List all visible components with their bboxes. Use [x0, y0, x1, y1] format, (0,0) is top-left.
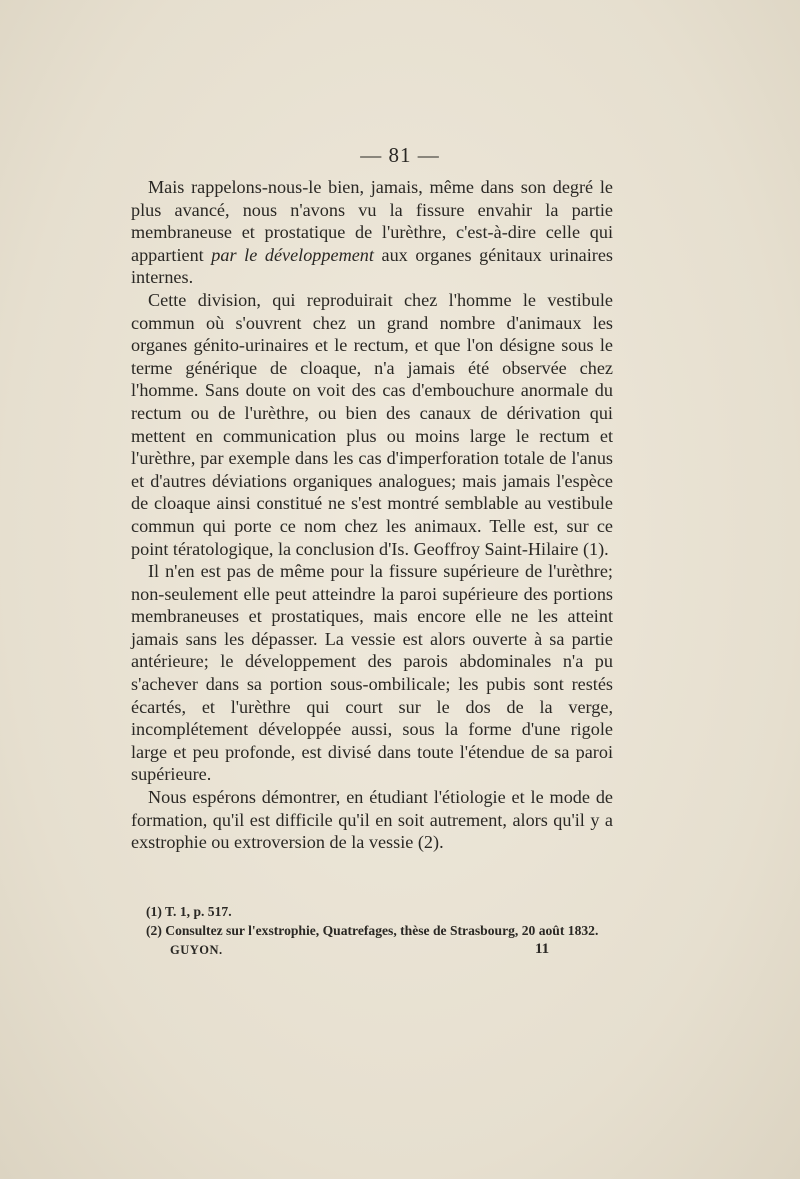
footnote-2: (2) Consultez sur l'exstrophie, Quatrefages, thèse de Strasbourg, 20 août 1832. — [146, 923, 599, 938]
paragraph-1-end: aux organes génitaux urinaires internes. — [131, 244, 613, 288]
paragraph-1-start: Mais rappelons-nous-le bien, jamais, même dans son degré le plus avancé, nous n'avons vu la fissure envahir la partie membraneuse et prostatique de l'urèthre, c'est-à-dire celle qui appartient — [131, 177, 613, 265]
paragraph-1-italic: par le développement — [211, 244, 374, 265]
footnotes — [146, 902, 614, 940]
paragraph-3: Il n'en est pas de même pour la fissure supérieure de l'urèthre; non-seulement elle peut atteindre la paroi supérieure des portions membraneuses et prostatiques, mais encore elle ne les atteint jamais sans les dépasser. La vessie est alors ouverte à sa partie antérieure; le développement des parois abdominales n'a pu s'achever dans sa portion sous-ombilicale; les pubis sont restés écartés, et l'urèthre qui court sur le dos de la verge, incomplétement développée aussi, sous la forme d'une rigole large et peu profonde, est divisé dans toute l'étendue de sa paroi supérieure. — [131, 561, 613, 785]
main-text — [131, 176, 613, 854]
printer-signature-name: GUYON. — [170, 943, 223, 957]
page-number: — 81 — — [360, 143, 440, 167]
paragraph-1 — [131, 176, 613, 289]
printer-signature-number: 11 — [535, 941, 550, 957]
paragraph-2: Cette division, qui reproduirait chez l'homme le vestibule commun où s'ouvrent chez un grand nombre d'animaux les organes génito-urinaires et le rectum, et que l'on désigne sous le terme générique de cloaque, n'a jamais été observée chez l'homme. Sans doute on voit des cas d'embouchure anormale du rectum ou de l'urèthre, ou bien des canaux de dérivation qui mettent en communication plus ou moins large le rectum et l'urèthre, par exemple dans les cas d'imperforation totale de l'anus et d'autres déviations organiques analogues; mais jamais l'espèce de cloaque ainsi constitué ne s'est montré semblable au vestibule commun qui porte ce nom chez les animaux. Telle est, sur ce point tératologique, la conclusion d'Is. Geoffroy Saint-Hilaire (1). — [131, 289, 613, 559]
paragraph-4: Nous espérons démontrer, en étudiant l'étiologie et le mode de formation, qu'il est difficile qu'il en soit autrement, alors qu'il y a exstrophie ou extroversion de la vessie (2). — [131, 787, 613, 853]
footnote-1: (1) T. 1, p. 517. — [146, 904, 232, 919]
